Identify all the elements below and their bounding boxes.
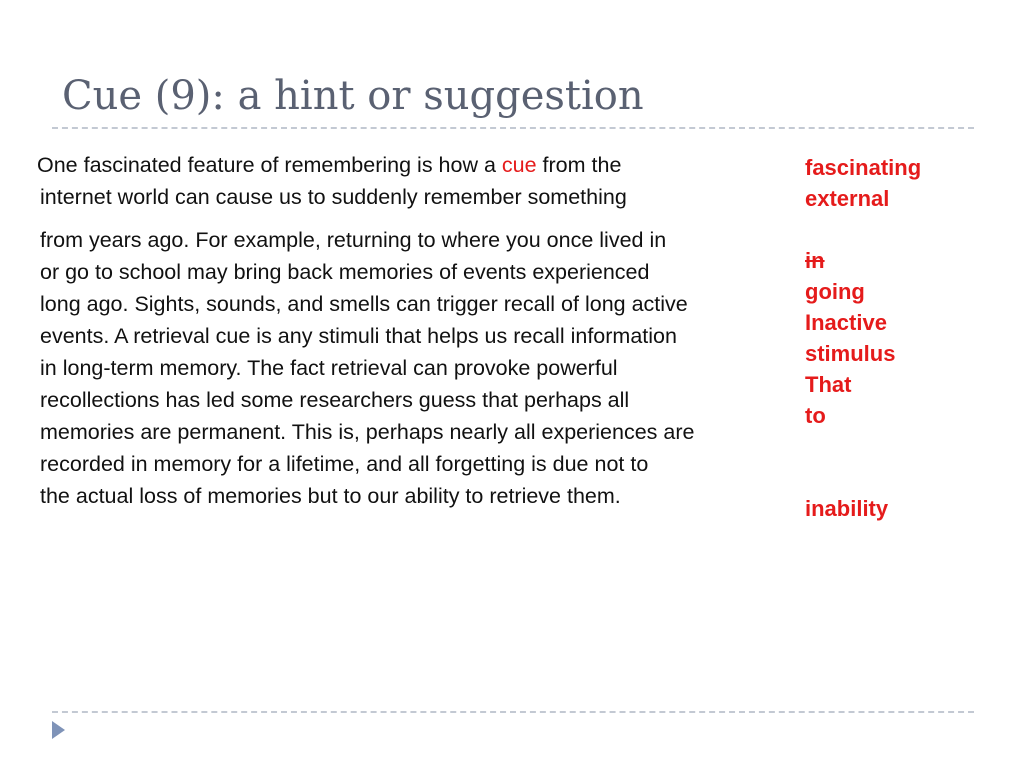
paragraph-2 [40,224,790,512]
cue-keyword: cue [501,153,537,177]
paragraph-2-line: recollections has led some researchers guess that perhaps all [40,388,630,412]
title-divider [52,127,974,129]
correction-item: external [805,186,890,211]
paragraph-2-line: events. A retrieval cue is any stimuli that helps us recall information [40,324,677,348]
correction-item: That [805,372,852,397]
paragraph-1-line-2: internet world can cause us to suddenly remember something [40,185,627,209]
corrections-gap [805,214,1005,245]
paragraph-1-line-1 [37,149,790,181]
corrections-list [805,152,1005,524]
paragraph-2-line: recorded in memory for a lifetime, and all forgetting is due not to [40,452,649,476]
next-slide-arrow-icon[interactable] [52,721,65,739]
paragraph-2-line: or go to school may bring back memories of events experienced [40,260,650,284]
correction-item-struck: in [805,248,825,273]
corrections-gap [805,431,1005,493]
correction-item: inability [805,496,889,521]
paragraph-2-line: from years ago. For example, returning to where you once lived in [40,228,667,252]
slide-title: Cue (9): a hint or suggestion [62,73,644,119]
correction-item: to [805,403,826,428]
paragraph-2-line: long ago. Sights, sounds, and smells can trigger recall of long active [40,292,688,316]
correction-item: fascinating [805,155,922,180]
paragraph-2-line: memories are permanent. This is, perhaps nearly all experiences are [40,420,695,444]
paragraph-1-text-after-cue: from the [536,153,622,177]
paragraph-2-line: in long-term memory. The fact retrieval can provoke powerful [40,356,618,380]
correction-item: going [805,279,865,304]
paragraph-1 [37,149,790,213]
paragraph-1-text-before-cue: One fascinated feature of remembering is how a [37,153,502,177]
correction-item: stimulus [805,341,896,366]
correction-item: Inactive [805,310,887,335]
footer-divider [52,711,974,713]
paragraph-2-line: the actual loss of memories but to our ability to retrieve them. [40,484,621,508]
